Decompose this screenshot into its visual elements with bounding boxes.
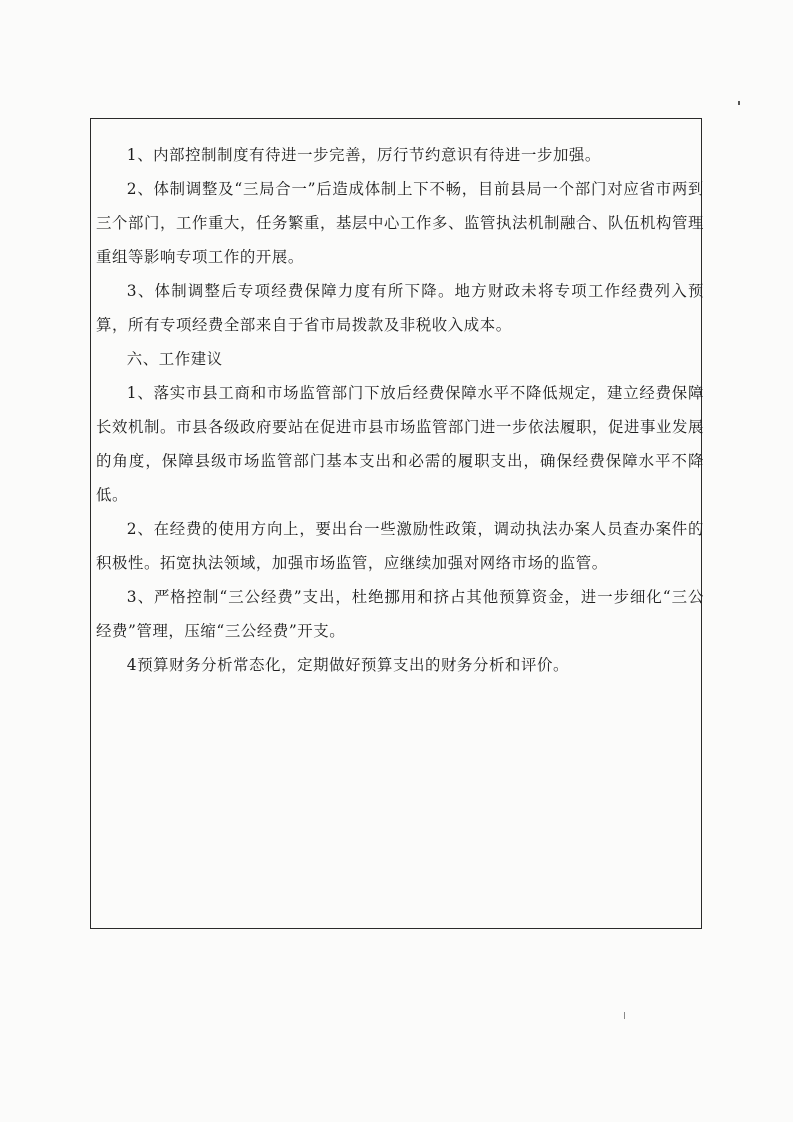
section-heading-work-suggestions: 六、工作建议 [126,350,223,368]
paragraph-suggestion-1: 1、落实市县工商和市场监管部门下放后经费保障水平不降低规定，建立经费保障长效机制。市县各级政府要站在促进市县市场监管部门进一步依法履职，促进事业发展的角度，保障县级市场监管部门基本支出和必需的履职支出，确保经费保障水平不降低。 [96,384,704,504]
document-body [96,138,704,682]
paragraph-internal-control: 1、内部控制制度有待进一步完善，厉行节约意识有待进一步加强。 [126,146,601,164]
paragraph-system-adjustment: 2、体制调整及“三局合一”后造成体制上下不畅，目前县局一个部门对应省市两到三个部门，工作重大，任务繁重，基层中心工作多、监管执法机制融合、队伍机构管理重组等影响专项工作的开展。 [96,180,704,266]
paragraph-suggestion-2: 2、在经费的使用方向上，要出台一些激励性政策，调动执法办案人员查办案件的积极性。拓宽执法领域，加强市场监管，应继续加强对网络市场的监管。 [96,520,704,572]
scan-speck-bottom [624,1012,625,1019]
scan-speck-top-right [738,101,740,105]
paragraph-suggestion-4: 4预算财务分析常态化，定期做好预算支出的财务分析和评价。 [126,656,569,674]
paragraph-funding-guarantee: 3、体制调整后专项经费保障力度有所下降。地方财政未将专项工作经费列入预算，所有专项经费全部来自于省市局拨款及非税收入成本。 [96,282,704,334]
paragraph-suggestion-3: 3、严格控制“三公经费”支出，杜绝挪用和挤占其他预算资金，进一步细化“三公经费”管理，压缩“三公经费”开支。 [96,588,704,640]
